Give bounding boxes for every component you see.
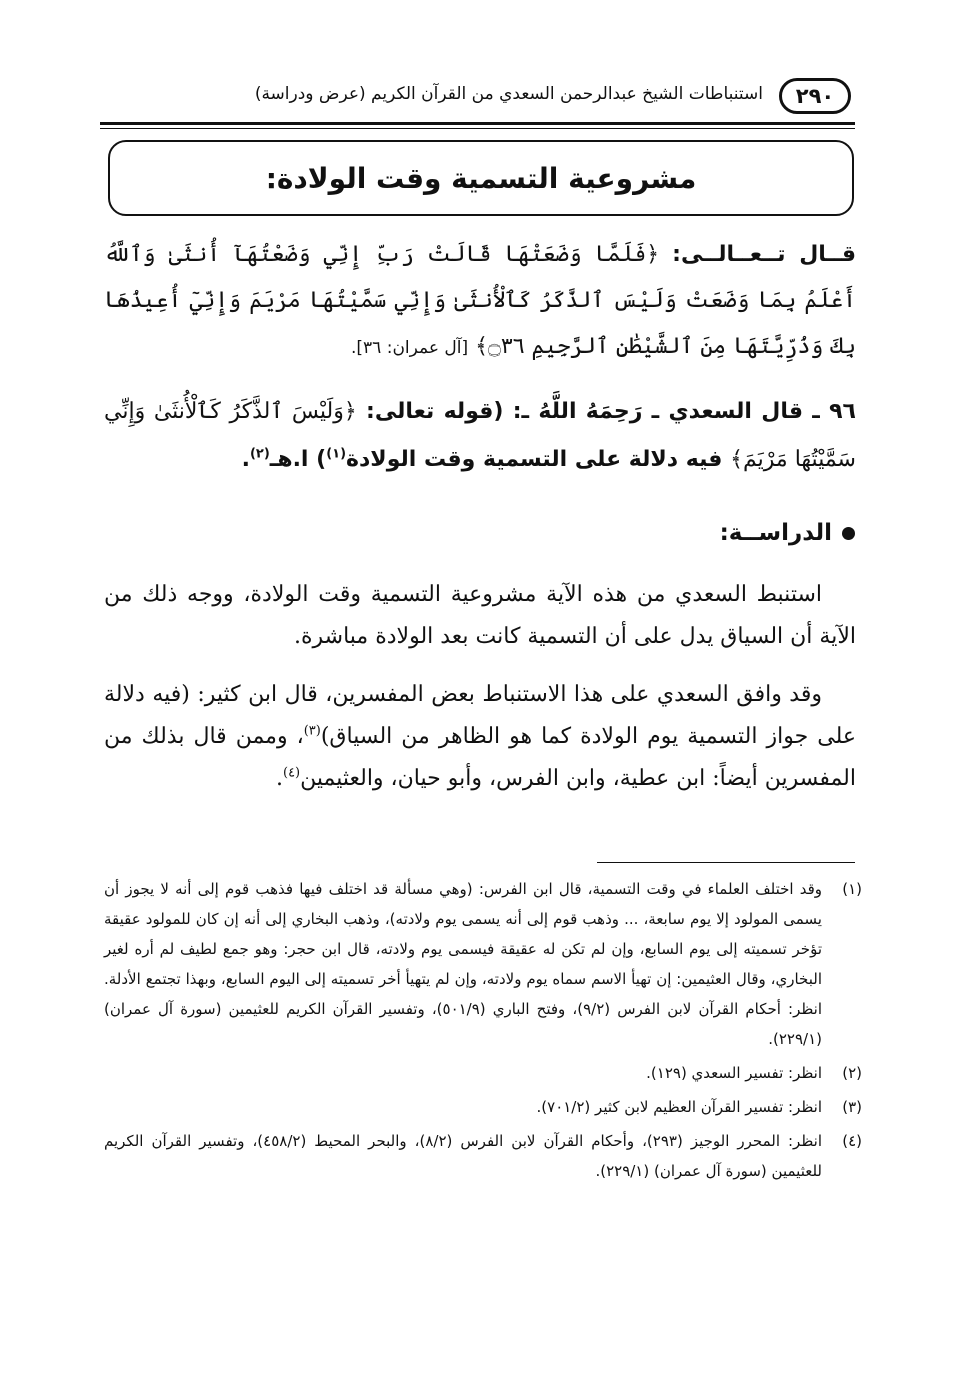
section-title: مشروعية التسمية وقت الولادة:	[265, 161, 697, 195]
page-number-badge	[779, 78, 851, 114]
footnote-text: انظر: تفسير القرآن العظيم لابن كثير (٧٠١/٢).	[536, 1098, 822, 1116]
istinbat-quote-rest: فيه دلالة على التسمية وقت الولادة	[346, 447, 723, 472]
study-heading-label: الدراســة:	[719, 520, 832, 546]
study-paragraph-2-b: ، وممن قال بذلك من المفسرين أيضاً: ابن عطية، وابن الفرس، وأبو حيان، والعثيمين	[104, 724, 856, 791]
footnote-mark-4[interactable]: (٤)	[282, 765, 301, 781]
footnotes	[104, 874, 862, 1190]
page-number: ٢٩٠	[795, 84, 835, 108]
footnote-mark-1[interactable]: (١)	[326, 446, 347, 462]
istinbat-close: ) ا.هـ	[269, 447, 327, 472]
footnote-item	[104, 1092, 862, 1122]
study-paragraph-1: استنبط السعدي من هذه الآية مشروعية التسمية وقت الولادة، ووجه ذلك من الآية أن السياق يدل على أن التسمية كانت بعد الولادة مباشرة.	[104, 582, 856, 649]
verse-intro: قــال تــعــالــى:	[672, 242, 856, 267]
study-paragraph-2	[104, 674, 856, 800]
header-rule	[100, 122, 855, 125]
verse-paragraph	[104, 232, 856, 371]
footnote-text: انظر: تفسير السعدي (١٢٩).	[646, 1064, 822, 1082]
footnote-number: (١)	[842, 880, 862, 898]
footnote-item	[104, 874, 862, 1054]
footnote-number: (٣)	[842, 1098, 862, 1116]
istinbat-lead: ٩٦ ـ قال السعدي ـ رَحِمَهُ اللَّهُ ـ:	[512, 399, 856, 424]
study-heading	[720, 520, 855, 546]
footnote-item	[104, 1126, 862, 1186]
bullet-icon	[842, 527, 855, 540]
footnote-number: (٢)	[842, 1064, 862, 1082]
istinbat-quote-intro: (قوله تعالى:	[366, 399, 504, 424]
footnote-item	[104, 1058, 862, 1088]
page-header	[100, 78, 855, 122]
footnote-separator	[597, 862, 855, 863]
istinbat-quote-verse: ﴿وَلَيْسَ ٱلذَّكَرُ كَٱلْأُنثَىٰ وَإِنِّي سَمَّيْتُهَا مَرْيَمَ﴾	[104, 399, 856, 472]
running-title: استنباطات الشيخ عبدالرحمن السعدي من القرآن الكريم (عرض ودراسة)	[254, 84, 763, 104]
verse-reference: [آل عمران: ٣٦].	[351, 338, 469, 358]
footnote-text: انظر: المحرر الوجيز (٢٩٣)، وأحكام القرآن لابن الفرس (٨/٢)، والبحر المحيط (٤٥٨/٢)، وتفسير القرآن الكريم للعثيمين (سورة آل عمران) (٢٢٩/١).	[104, 1132, 822, 1180]
footnote-number: (٤)	[842, 1132, 862, 1150]
section-title-box	[108, 140, 854, 216]
istinbat-end: .	[241, 447, 250, 472]
study-paragraph-2-c: .	[275, 766, 283, 791]
footnote-text: وقد اختلف العلماء في وقت التسمية، قال ابن الفرس: (وهي مسألة قد اختلف فيها فذهب قوم إلى أنه لا يجوز أن يسمى المولود إلا يوم سابعة، ... وذهب قوم إلى أنه يسمى يوم ولادته)، وذهب البخاري إلى أنه إن كان للمولود عقيقة تؤخر تسميته إلى يوم السابع، وإن لم تكن له عقيقة فيسمى يوم ولادته، قال ابن حجر: وهو جمع لطيف لم أره لغير البخاري، وقال العثيمين: إن تهيأ الاسم سماه يوم ولادته، وإن لم يتهيأ أخر تسميته إلى اليوم السابع، وبهذا تجتمع الأدلة. انظر: أحكام القرآن لابن الفرس (٩/٢)، وفتح الباري (٥٠١/٩)، وتفسير القرآن الكريم للعثيمين (سورة آل عمران) (٢٢٩/١).	[104, 880, 822, 1048]
header-rule-thin	[100, 128, 855, 129]
istinbat-paragraph	[104, 388, 856, 484]
quran-verse: ﴿فَلَمَّا وَضَعَتْهَا قَالَتْ رَبِّ إِنِّي وَضَعْتُهَآ أُنثَىٰ وَٱللَّهُ أَعْلَمُ بِمَا وَضَعَتْ وَلَيْسَ ٱلذَّكَرُ كَٱلْأُنثَىٰ وَإِنِّي سَمَّيْتُهَا مَرْيَمَ وَإِنِّيٓ أُعِيذُهَا بِكَ وَذُرِّيَّتَهَا مِنَ ٱلشَّيْطَٰنِ ٱلرَّجِيمِ ۝٣٦﴾	[104, 242, 856, 359]
study-paragraph-2-a: وقد وافق السعدي على هذا الاستنباط بعض المفسرين، قال ابن كثير: (فيه دلالة على جواز التسمية يوم الولادة كما هو الظاهر من السياق)	[104, 682, 856, 749]
footnote-mark-2[interactable]: (٢)	[249, 446, 270, 462]
footnote-mark-3[interactable]: (٣)	[303, 723, 321, 739]
